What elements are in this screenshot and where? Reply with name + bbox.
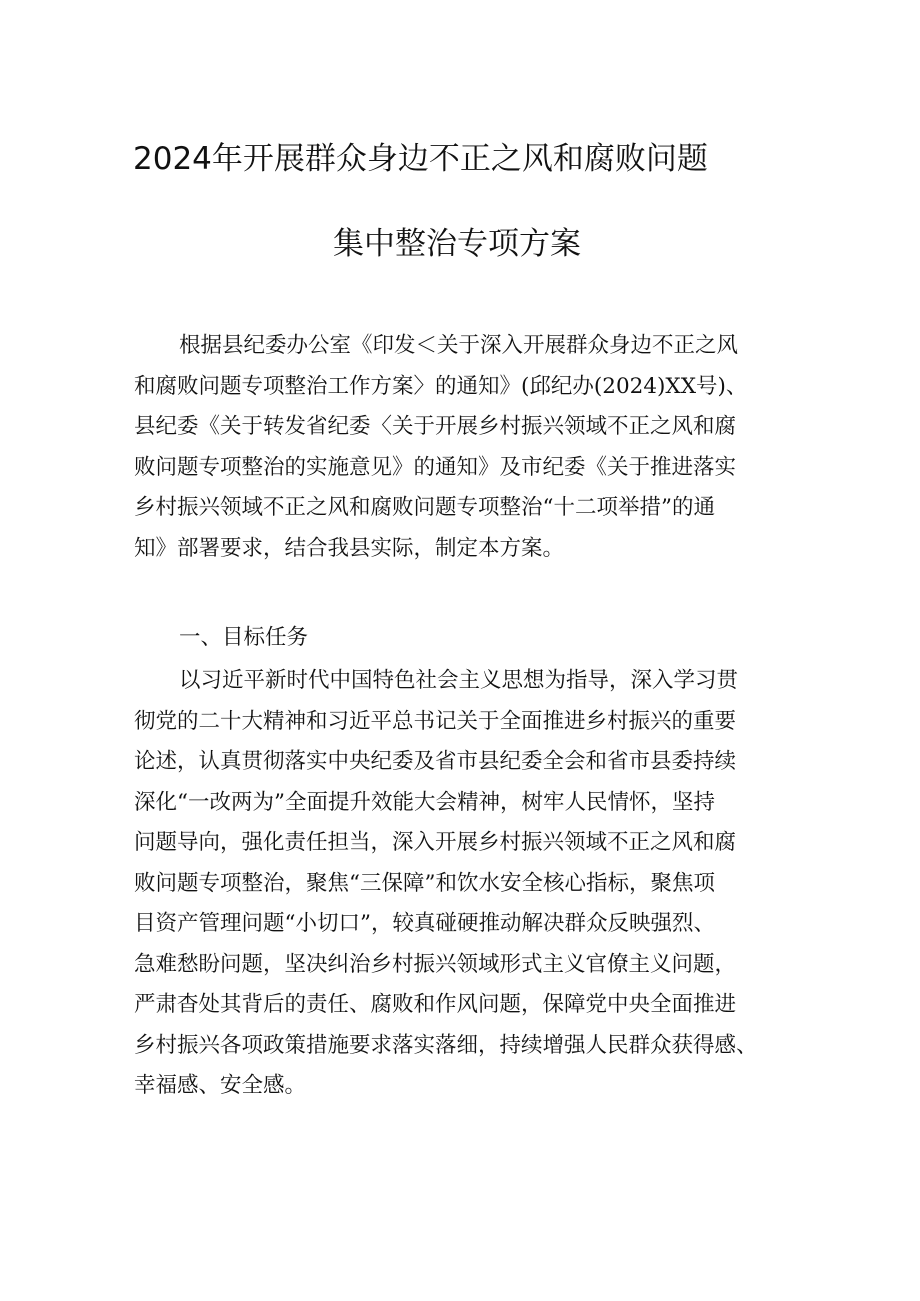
paragraph-line: 论述，认真贯彻落实中央纪委及省市县纪委全会和省市县委持续 xyxy=(134,749,737,774)
paragraph-line: 败问题专项整治，聚焦“三保障”和饮水安全核心指标，聚焦项 xyxy=(134,870,715,896)
paragraph-line: 知》部署要求，结合我县实际，制定本方案。 xyxy=(134,535,565,561)
paragraph-line: 目资产管理问题“小切口”，较真碰硬推动解决群众反映强烈、 xyxy=(134,911,715,936)
paragraph-line: 和腐败问题专项整治工作方案〉的通知》(邱纪办(2024)XX号)、 xyxy=(134,373,748,399)
section-heading-text: 一、目标任务 xyxy=(179,625,309,650)
paragraph-line: 问题导向，强化责任担当，深入开展乡村振兴领域不正之风和腐 xyxy=(134,830,737,855)
paragraph-line: 以习近平新时代中国特色社会主义思想为指导，深入学习贯 xyxy=(179,668,739,693)
paragraph-line: 根据县纪委办公室《印发＜关于深入开展群众身边不正之风 xyxy=(179,333,739,358)
document-title-line-2: 集中整治专项方案 xyxy=(333,226,581,262)
paragraph-line: 幸福感、安全感。 xyxy=(134,1073,307,1098)
paragraph-line: 乡村振兴领域不正之风和腐败问题专项整治“十二项举措”的通 xyxy=(134,495,715,520)
paragraph-line: 急难愁盼问题，坚决纠治乡村振兴领域形式主义官僚主义问题， xyxy=(134,951,737,977)
paragraph-line: 县纪委《关于转发省纪委〈关于开展乡村振兴领域不正之风和腐 xyxy=(134,414,737,439)
intro-paragraph xyxy=(134,326,794,569)
paragraph-line: 深化“一改两为”全面提升效能大会精神，树牢人民情怀，坚持 xyxy=(134,789,715,815)
paragraph-line: 严肃杳处其背后的责任、腐败和作风问题，保障党中央全面推进 xyxy=(134,992,737,1017)
document-title-line-1: 2024年开展群众身边不正之风和腐败问题 xyxy=(133,141,708,177)
paragraph-line: 乡村振兴各项政策措施要求落实落细，持续增强人民群众获得感、 xyxy=(134,1032,758,1058)
paragraph-line: 彻党的二十大精神和习近平总书记关于全面推进乡村振兴的重要 xyxy=(134,708,737,734)
section-heading xyxy=(134,618,794,659)
section-paragraph xyxy=(134,661,794,1107)
paragraph-line: 败问题专项整治的实施意见》的通知》及市纪委《关于推进落实 xyxy=(134,454,737,480)
